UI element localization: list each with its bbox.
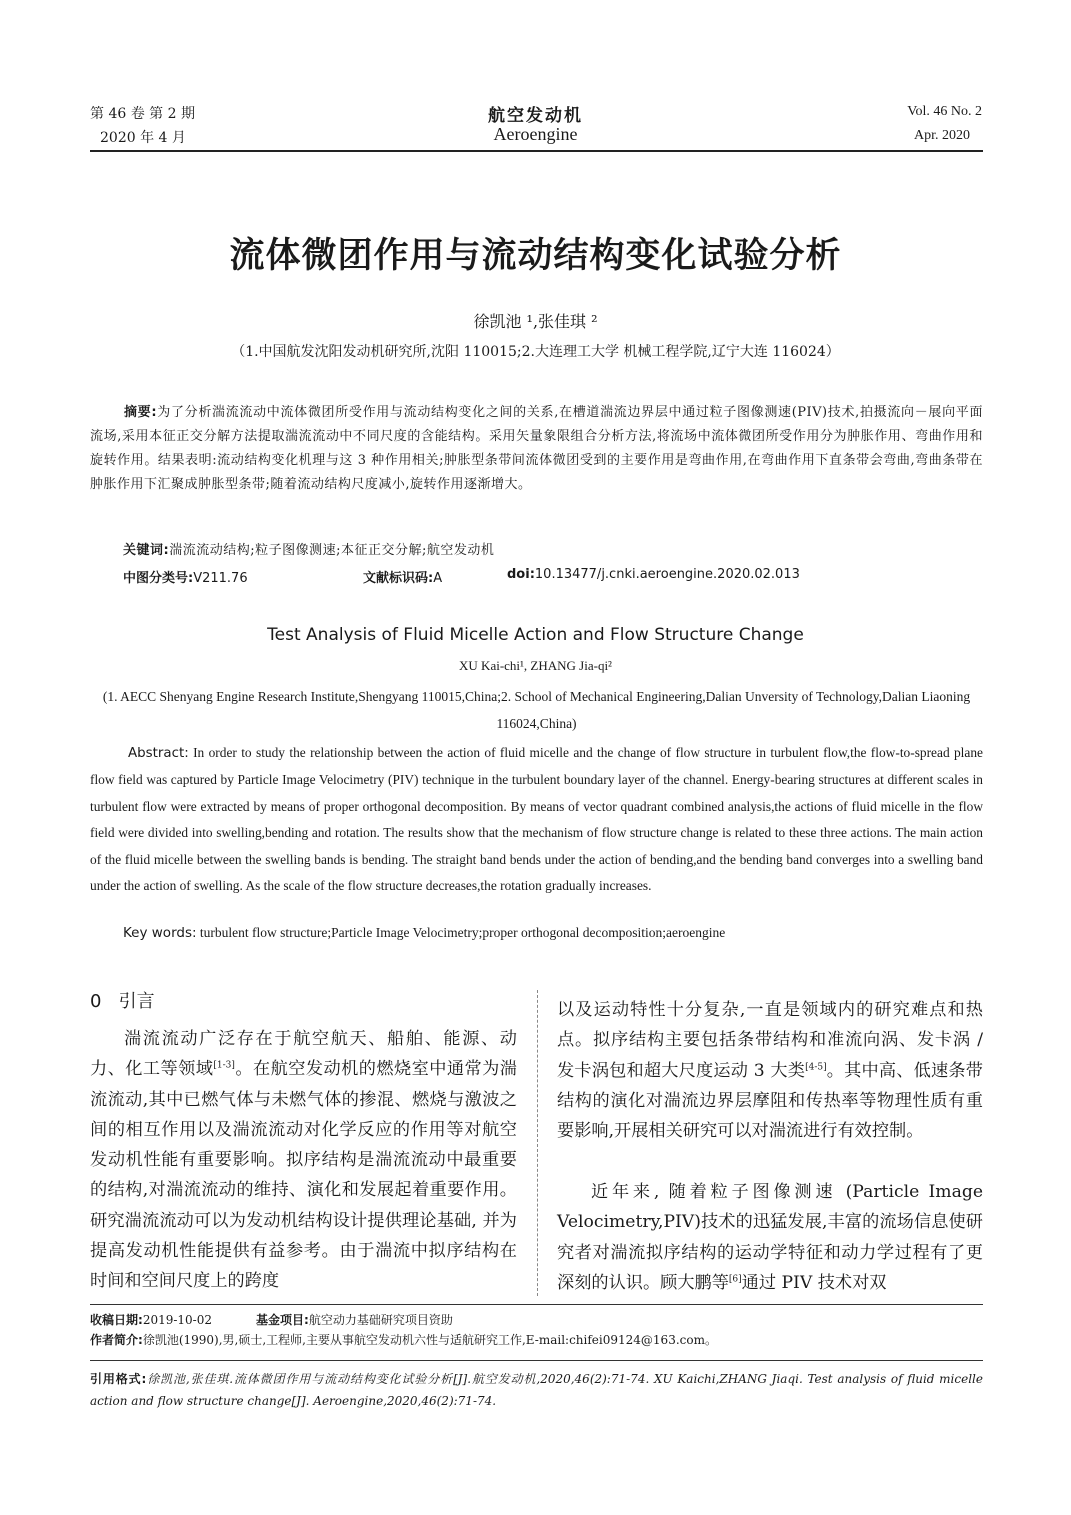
journal-name-en: Aeroengine — [493, 124, 578, 144]
abstract-zh-text: 为了分析湍流流动中流体微团所受作用与流动结构变化之间的关系,在槽道湍流边界层中通过粒子图像测速(PIV)技术,拍摄流向－展向平面流场,采用本征正交分解方法提取湍流流动中不同尺度的含能结构。采用矢量象限组合分析方法,将流场中流体微团所受作用分为肿胀作用、弯曲作用和旋转作用。结果表明:流动结构变化机理与这 3 种作用相关;肿胀型条带间流体微团受到的主要作用是弯曲作用,在弯曲作用下直条带会弯曲,弯曲条带在肿胀作用下汇聚成肿胀型条带;随着流动结构尺度减小,旋转作用逐渐增大。 — [90, 405, 984, 492]
affiliation-en: (1. AECC Shenyang Engine Research Institute,Shengyang 110015,China;2. School of Mechanical Engineering,Dalian Unversity of Technology,Dalian Liaoning 116024,China) — [102, 689, 971, 731]
reference-marker[interactable]: [4-5] — [805, 1061, 827, 1072]
abstract-en-label: Abstract: — [128, 746, 189, 761]
keywords-en — [123, 925, 725, 941]
received-date: 收稿日期:2019-10-02 — [90, 1313, 212, 1327]
clc-number: 中图分类号:V211.76 — [123, 571, 248, 586]
keywords-en-text: turbulent flow structure;Particle Image Velocimetry;proper orthogonal decomposition;aeroengine — [199, 925, 726, 940]
paper-title-zh: 流体微团作用与流动结构变化试验分析 — [229, 235, 842, 276]
section-heading: 0 引言 — [90, 991, 155, 1012]
citation-rule — [90, 1360, 983, 1361]
journal-name-zh: 航空发动机 — [488, 106, 583, 126]
author-bio: 作者简介:徐凯池(1990),男,硕士,工程师,主要从事航空发动机六性与适航研究工作,E-mail:chifei09124@163.com。 — [90, 1333, 717, 1347]
abstract-zh-label: 摘要: — [124, 405, 158, 420]
body-right-paragraph-2: 近年来, 随着粒子图像测速 (Particle Image Velocimetry,PIV)技术的迅猛发展,丰富的流场信息使研究者对湍流拟序结构的运动学特征和动力学过程有了更深刻的认识。顾大鹏等[6]通过 PIV 技术对双 — [557, 1182, 983, 1293]
reference-marker[interactable]: [6] — [728, 1274, 742, 1285]
fund-info: 基金项目:航空动力基础研究项目资助 — [256, 1313, 453, 1327]
date-en: Apr. 2020 — [914, 128, 970, 143]
footnote-rule — [90, 1304, 983, 1305]
volume-issue-en: Vol. 46 No. 2 — [907, 104, 982, 119]
keywords-zh — [123, 539, 494, 558]
paper-title-en: Test Analysis of Fluid Micelle Action and Flow Structure Change — [267, 625, 804, 645]
document-code: 文献标识码:A — [363, 571, 443, 586]
volume-issue-zh: 第 46 卷 第 2 期 — [90, 106, 195, 122]
body-right-paragraph-1: 以及运动特性十分复杂,一直是领域内的研究难点和热点。拟序结构主要包括条带结构和准流向涡、发卡涡 / 发卡涡包和超大尺度运动 3 大类[4-5]。其中高、低速条带结构的演化对湍流边界层摩阻和传热率等物理性质有重要影响,开展相关研究可以对湍流进行有效控制。 — [557, 1000, 983, 1142]
abstract-en — [90, 740, 983, 899]
abstract-en-text: In order to study the relationship between the action of fluid micelle and the change of flow structure in turbulent flow,the flow-to-spread plane flow field was captured by Particle Image Velocimetry (PIV) technique in the turbulent boundary layer of the channel. Energy-bearing structures at different scales in turbulent flow were extracted by means of proper orthogonal decomposition. By means of vector quadrant combined analysis,the actions of fluid micelle in the flow field were divided into swelling,bending and rotation. The results show that the mechanism of flow structure change is related to these three actions. The main action of the fluid micelle between the swelling bands is bending. The straight band bends under the action of bending,and the bending band converges into a swelling band under the action of swelling. As the scale of the flow structure decreases,the rotation gradually increases. — [90, 745, 983, 894]
authors-zh: 徐凯池 ¹,张佳琪 ² — [473, 312, 598, 331]
keywords-zh-text: 湍流流动结构;粒子图像测速;本征正交分解;航空发动机 — [169, 543, 495, 558]
affiliation-zh: （1.中国航发沈阳发动机研究所,沈阳 110015;2.大连理工大学 机械工程学院,辽宁大连 116024） — [231, 344, 840, 360]
body-left-column: 湍流流动广泛存在于航空航天、船舶、能源、动力、化工等领域[1-3]。在航空发动机的燃烧室中通常为湍流流动,其中已燃气体与未燃气体的掺混、燃烧与激波之间的相互作用以及湍流流动对化学反应的作用等对航空发动机性能有重要影响。拟序结构是湍流流动中最重要的结构,对湍流流动的维持、演化和发展起着重要作用。研究湍流流动可以为发动机结构设计提供理论基础, 并为提高发动机性能提供有益参考。由于湍流中拟序结构在时间和空间尺度上的跨度 — [90, 1029, 517, 1292]
keywords-en-label: Key words: — [123, 925, 197, 941]
keywords-zh-label: 关键词: — [123, 543, 170, 558]
column-divider — [537, 990, 538, 1296]
doi: doi:10.13477/j.cnki.aeroengine.2020.02.013 — [507, 567, 800, 582]
header-rule — [90, 150, 983, 152]
date-zh: 2020 年 4 月 — [100, 130, 186, 146]
abstract-zh — [90, 401, 983, 497]
citation-format: 引用格式:徐凯池,张佳琪.流体微团作用与流动结构变化试验分析[J].航空发动机,2020,46(2):71-74. XU Kaichi,ZHANG Jiaqi. Test analysis of fluid micelle action and flow structure change[J]. Aeroengine,2020,46(2):71-74. — [90, 1372, 983, 1408]
reference-marker[interactable]: [1-3] — [213, 1060, 235, 1071]
authors-en: XU Kai-chi¹, ZHANG Jia-qi² — [459, 658, 612, 673]
